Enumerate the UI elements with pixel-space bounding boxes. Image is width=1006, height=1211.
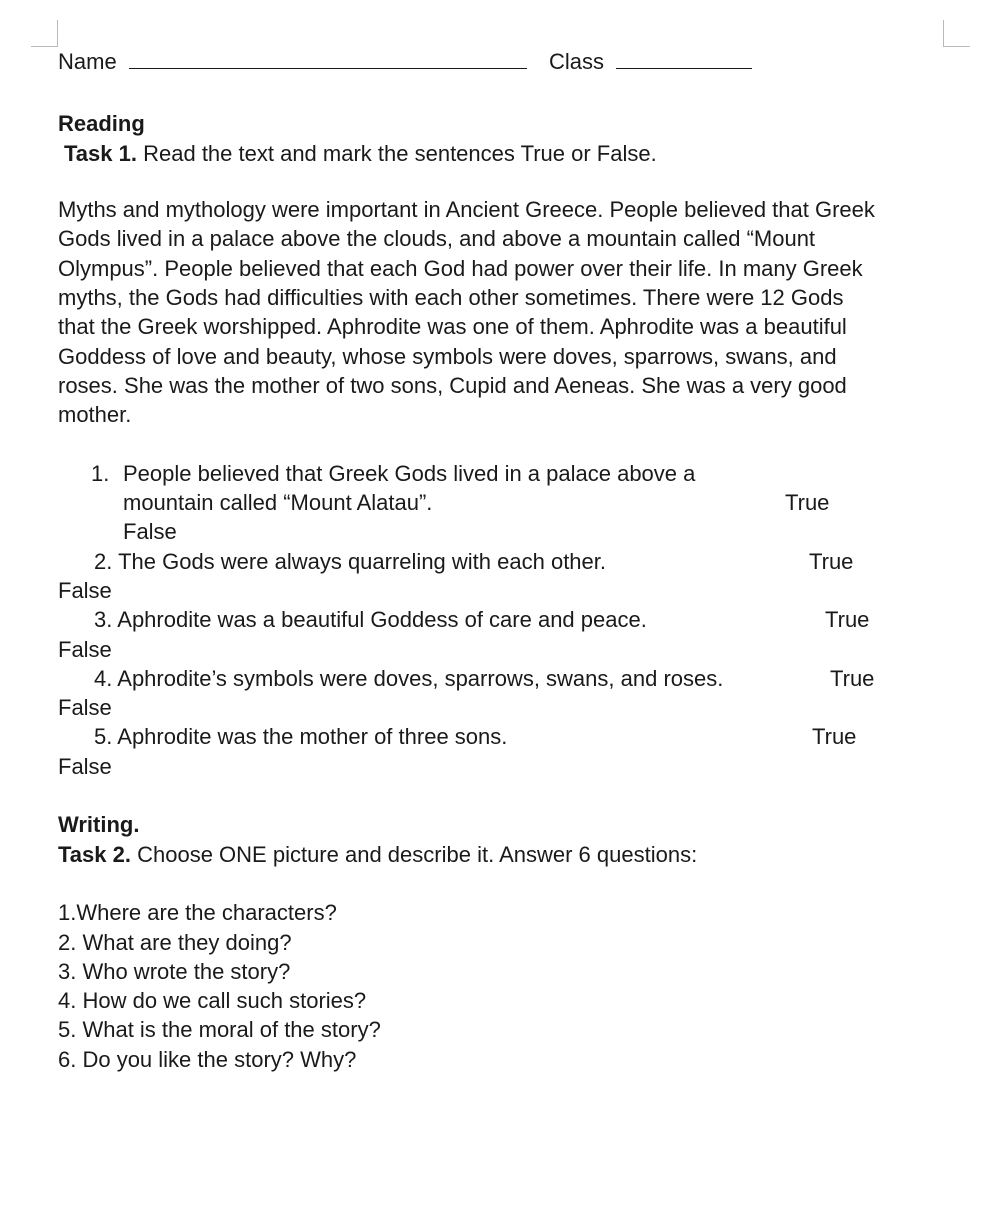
- question-item: 1.Where are the characters?: [58, 900, 337, 925]
- statement-3: [94, 605, 647, 634]
- statement-4-true-option[interactable]: True: [830, 666, 875, 691]
- question-item: 4. How do we call such stories?: [58, 988, 367, 1013]
- statement-2: [94, 547, 606, 576]
- question-item: 2. What are they doing?: [58, 930, 292, 955]
- statement-4-number: 4.: [94, 666, 113, 691]
- task1-text: Read the text and mark the sentences True or False.: [143, 141, 657, 166]
- crop-mark-top-right-horizontal: [943, 46, 970, 47]
- name-label: Name: [58, 49, 117, 74]
- statement-5-number: 5.: [94, 724, 113, 749]
- statement-3-true-option[interactable]: True: [825, 607, 870, 632]
- statement-5: [94, 722, 507, 751]
- statement-5-text: Aphrodite was the mother of three sons.: [117, 724, 508, 749]
- name-blank[interactable]: [129, 48, 527, 69]
- passage-line: mother.: [58, 402, 132, 427]
- passage-line: Olympus”. People believed that each God had power over their life. In many Greek: [58, 256, 863, 281]
- statement-1-number: 1.: [91, 461, 110, 486]
- statement-3-text: Aphrodite was a beautiful Goddess of care and peace.: [117, 607, 647, 632]
- passage-line: Myths and mythology were important in Ancient Greece. People believed that Greek: [58, 197, 875, 222]
- name-class-row: [58, 47, 752, 76]
- statement-1-true-option[interactable]: True: [785, 490, 830, 515]
- task2-instruction: [58, 840, 697, 869]
- class-label: Class: [548, 49, 604, 74]
- passage-line: Gods lived in a palace above the clouds, and above a mountain called “Mount: [58, 226, 816, 251]
- crop-mark-top-right-vertical: [943, 20, 944, 46]
- statement-3-false-option[interactable]: False: [58, 637, 112, 662]
- passage-line: roses. She was the mother of two sons, Cupid and Aeneas. She was a very good: [58, 373, 847, 398]
- crop-mark-top-left-vertical: [57, 20, 58, 46]
- task2-label: Task 2.: [58, 842, 131, 867]
- question-item: 3. Who wrote the story?: [58, 959, 291, 984]
- passage-line: Goddess of love and beauty, whose symbols were doves, sparrows, swans, and: [58, 344, 837, 369]
- statement-2-text: The Gods were always quarreling with each other.: [118, 549, 606, 574]
- crop-mark-top-left-horizontal: [31, 46, 58, 47]
- statement-5-false-option[interactable]: False: [58, 754, 112, 779]
- statement-4-text: Aphrodite’s symbols were doves, sparrows, swans, and roses.: [117, 666, 724, 691]
- task1-instruction: [64, 139, 657, 168]
- statement-3-number: 3.: [94, 607, 113, 632]
- statement-2-false-option[interactable]: False: [58, 578, 112, 603]
- passage-line: myths, the Gods had difficulties with each other sometimes. There were 12 Gods: [58, 285, 844, 310]
- class-blank[interactable]: [616, 48, 752, 69]
- statement-2-number: 2.: [94, 549, 113, 574]
- statement-1-line2: mountain called “Mount Alatau”.: [123, 490, 433, 515]
- passage-line: that the Greek worshipped. Aphrodite was one of them. Aphrodite was a beautiful: [58, 314, 847, 339]
- statement-2-true-option[interactable]: True: [809, 549, 854, 574]
- task1-label: Task 1.: [64, 141, 137, 166]
- statement-4: [94, 664, 723, 693]
- statement-1-line1: People believed that Greek Gods lived in a palace above a: [123, 461, 696, 486]
- reading-heading: Reading: [58, 111, 145, 136]
- task2-text: Choose ONE picture and describe it. Answer 6 questions:: [137, 842, 698, 867]
- statement-5-true-option[interactable]: True: [812, 724, 857, 749]
- question-item: 5. What is the moral of the story?: [58, 1017, 381, 1042]
- statement-1-false-option[interactable]: False: [123, 519, 177, 544]
- question-item: 6. Do you like the story? Why?: [58, 1047, 357, 1072]
- statement-4-false-option[interactable]: False: [58, 695, 112, 720]
- writing-heading: Writing.: [58, 812, 140, 837]
